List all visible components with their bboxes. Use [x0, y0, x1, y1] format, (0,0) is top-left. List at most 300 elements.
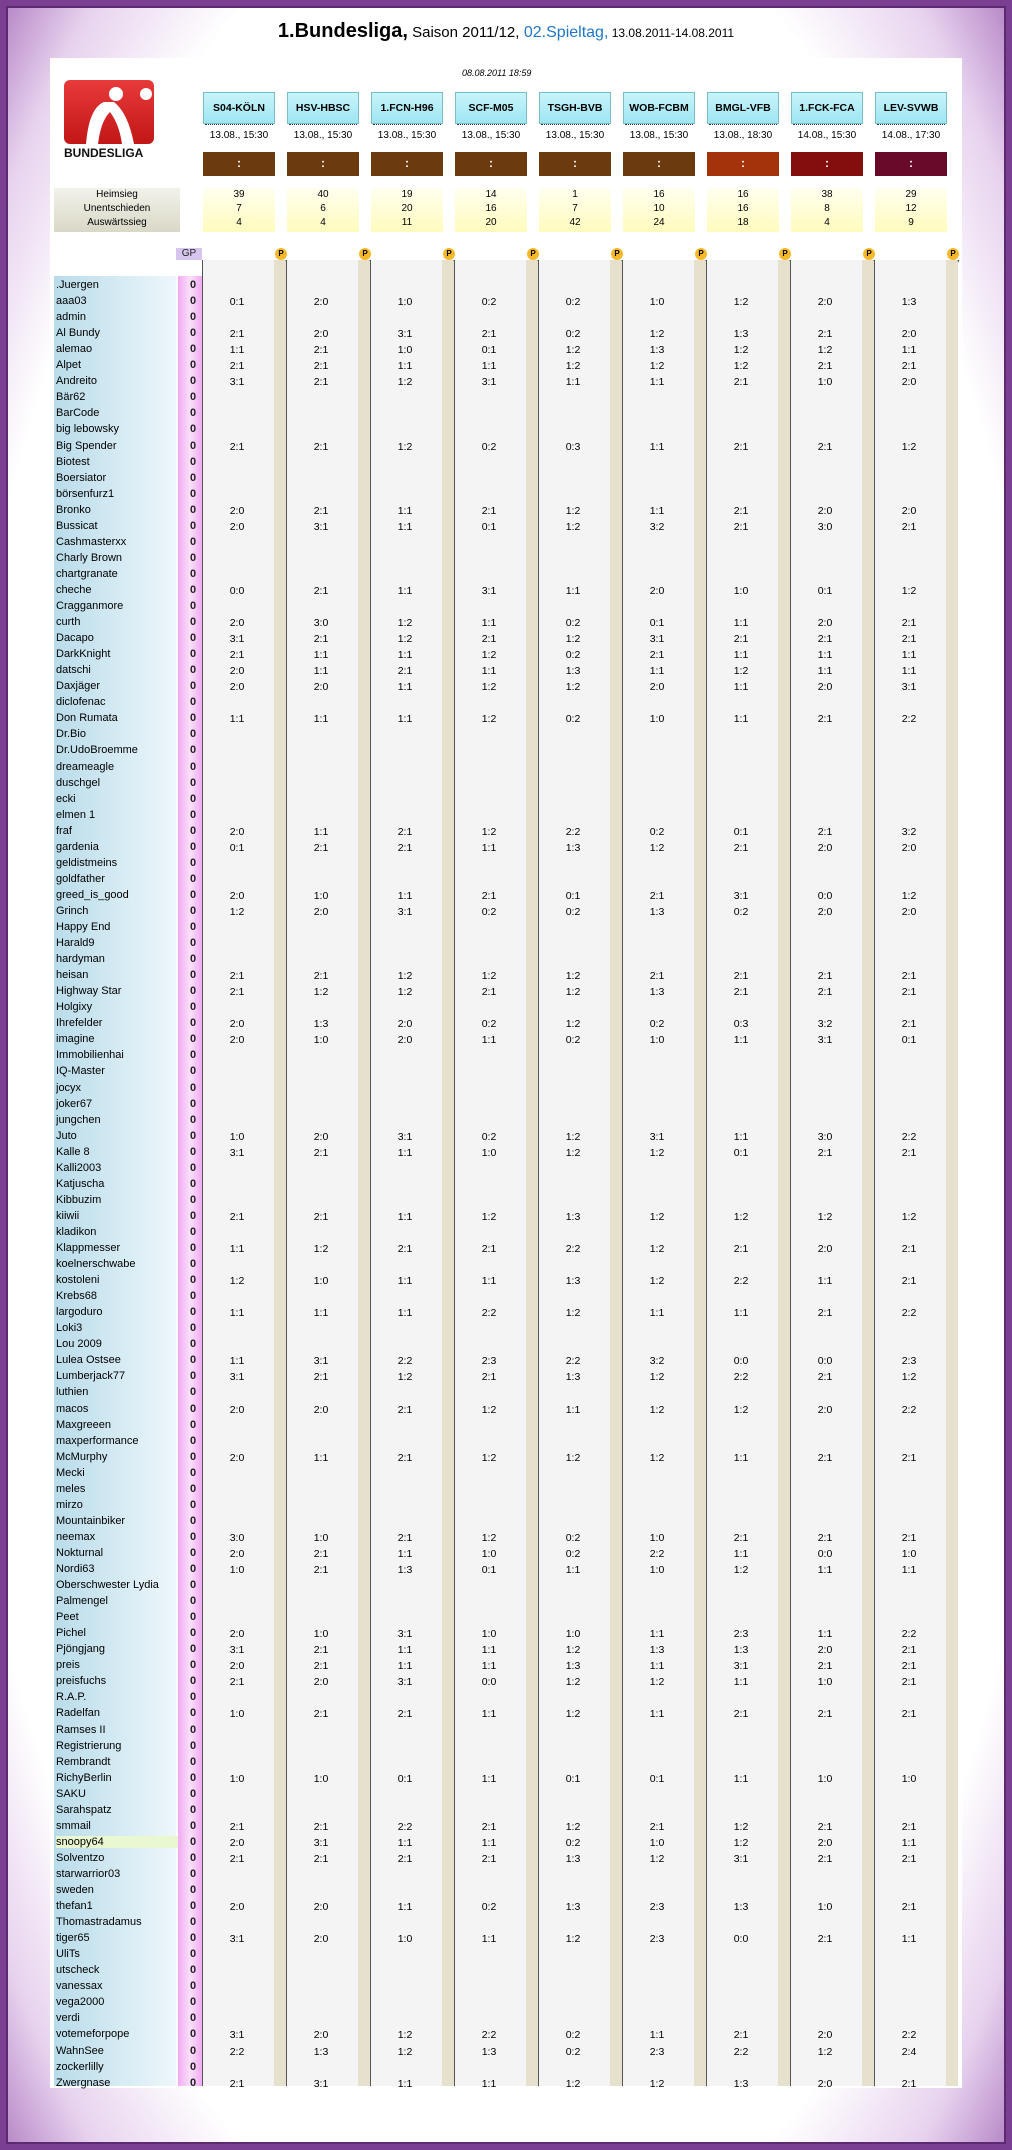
player-name[interactable]: Ramses II	[56, 1723, 106, 1736]
match-header[interactable]	[371, 92, 443, 170]
player-name[interactable]: joker67	[56, 1097, 93, 1110]
tip-cell: 2:1	[481, 1371, 497, 1384]
match-code[interactable]: 1.FCK-FCA	[791, 92, 863, 124]
player-name[interactable]: Bussicat	[56, 519, 98, 532]
match-header[interactable]	[791, 92, 863, 170]
player-name[interactable]: goldfather	[56, 872, 105, 885]
player-name[interactable]: Palmengel	[56, 1595, 108, 1608]
player-points: 0	[189, 1643, 197, 1656]
player-name[interactable]: tiger65	[56, 1932, 90, 1945]
player-name[interactable]: Krebs68	[56, 1290, 97, 1303]
player-name[interactable]: Lumberjack77	[56, 1370, 126, 1383]
tip-cell: 1:2	[649, 841, 665, 854]
player-points: 0	[189, 696, 197, 709]
player-name[interactable]: Lulea Ostsee	[56, 1354, 121, 1367]
player-name[interactable]: börsenfurz1	[56, 487, 115, 500]
player-name[interactable]: .Juergen	[56, 279, 99, 291]
player-name[interactable]: thefan1	[56, 1900, 93, 1913]
player-name[interactable]: Lou 2009	[56, 1338, 102, 1351]
player-name[interactable]: imagine	[56, 1033, 95, 1046]
player-name[interactable]: admin	[56, 311, 86, 324]
player-points: 0	[189, 535, 197, 548]
tip-cell: 2:1	[901, 520, 917, 533]
tip-cell: 1:3	[565, 1210, 581, 1223]
match-code[interactable]: BMGL-VFB	[707, 92, 779, 124]
table-row	[0, 1369, 1012, 1385]
tip-cell: 2:1	[733, 504, 749, 517]
match-header[interactable]	[623, 92, 695, 170]
player-name[interactable]: elmen 1	[56, 808, 96, 821]
player-name[interactable]: preisfuchs	[56, 1675, 107, 1688]
tip-cell: 1:2	[565, 504, 581, 517]
player-name[interactable]: starwarrior03	[56, 1867, 121, 1880]
tip-cell: 2:0	[229, 617, 245, 630]
table-row	[0, 695, 1012, 711]
player-name[interactable]: Boersiator	[56, 471, 107, 484]
tip-cell: 2:1	[313, 584, 329, 597]
tip-cell: 2:1	[817, 1820, 833, 1833]
tip-cell: 1:1	[397, 584, 413, 597]
tip-cell: 3:1	[733, 1660, 749, 1673]
column-corner	[609, 260, 623, 280]
player-name[interactable]: SAKU	[56, 1787, 86, 1800]
player-name[interactable]: Grinch	[56, 904, 89, 917]
player-name[interactable]: Dacapo	[56, 632, 94, 645]
tip-cell: 2:1	[481, 504, 497, 517]
player-name[interactable]: Cashmasterxx	[56, 535, 127, 548]
tip-cell: 2:0	[817, 1644, 833, 1657]
player-name[interactable]: fraf	[56, 824, 72, 837]
player-name[interactable]: ecki	[56, 792, 76, 805]
tip-cell: 2:1	[397, 841, 413, 854]
player-name[interactable]: Solventzo	[56, 1851, 105, 1864]
tip-cell: 2:1	[817, 1852, 833, 1865]
player-name[interactable]: curth	[56, 616, 81, 629]
player-name[interactable]: datschi	[56, 664, 91, 677]
tip-cell: 2:0	[901, 905, 917, 918]
tip-cell: 3:1	[817, 1034, 833, 1047]
player-name[interactable]: jocyx	[56, 1081, 82, 1094]
points-badge-icon[interactable]: P	[275, 248, 287, 260]
player-name[interactable]: luthien	[56, 1386, 89, 1399]
tip-cell: 1:1	[481, 1708, 497, 1721]
tip-cell: 3:1	[313, 1355, 329, 1368]
tip-cell: 1:3	[649, 986, 665, 999]
match-header[interactable]	[707, 92, 779, 170]
tip-cell: 2:2	[481, 2029, 497, 2042]
tip-cell: 2:1	[313, 970, 329, 983]
tip-cell: 2:1	[229, 1676, 245, 1689]
table-row	[0, 1835, 1012, 1851]
player-name[interactable]: Kalle 8	[56, 1145, 90, 1158]
tip-cell: 1:2	[397, 2029, 413, 2042]
tip-cell: 0:1	[901, 1034, 917, 1047]
tip-stats	[707, 188, 779, 232]
player-name[interactable]: Pjöngjang	[56, 1643, 105, 1656]
player-name[interactable]: DarkKnight	[56, 648, 111, 661]
tip-cell: 2:0	[229, 665, 245, 678]
player-name[interactable]: snoopy64	[56, 1836, 178, 1848]
player-points: 0	[189, 600, 197, 612]
player-name[interactable]: neemax	[56, 1530, 96, 1543]
points-badge-icon[interactable]: P	[863, 248, 875, 260]
player-name[interactable]: vega2000	[56, 1996, 105, 2009]
stat-draw: 7	[236, 203, 242, 214]
tip-cell: 1:2	[481, 1403, 497, 1416]
tip-cell: 2:3	[649, 2045, 665, 2058]
player-name[interactable]: Kalli2003	[56, 1161, 102, 1174]
tip-cell: 1:3	[565, 1901, 581, 1914]
points-badge-icon[interactable]: P	[527, 248, 539, 260]
match-code[interactable]: TSGH-BVB	[539, 92, 611, 124]
table-row	[0, 1658, 1012, 1674]
player-points: 0	[189, 311, 197, 324]
player-name[interactable]: dreameagle	[56, 760, 115, 773]
player-name[interactable]: kladikon	[56, 1225, 97, 1238]
player-points: 0	[189, 1017, 197, 1030]
tip-cell: 2:1	[817, 1451, 833, 1464]
table-row	[0, 1739, 1012, 1755]
player-points: 0	[189, 1001, 197, 1014]
player-name[interactable]: Sarahspatz	[56, 1803, 112, 1816]
tip-cell: 0:0	[733, 1933, 749, 1946]
tip-cell: 0:2	[481, 1130, 497, 1143]
player-name[interactable]: Mountainbiker	[56, 1514, 126, 1527]
tip-cell: 2:2	[397, 1355, 413, 1368]
table-row	[0, 503, 1012, 519]
player-name[interactable]: Cragganmore	[56, 600, 124, 612]
tip-cell: 2:1	[901, 1018, 917, 1031]
player-name[interactable]: votemeforpope	[56, 2028, 130, 2041]
player-points: 0	[189, 985, 197, 998]
tip-cell: 2:1	[901, 1676, 917, 1689]
player-points: 0	[189, 1177, 197, 1190]
tip-cell: 3:0	[817, 1130, 833, 1143]
player-points: 0	[189, 327, 197, 340]
match-code[interactable]: SCF-M05	[455, 92, 527, 124]
column-corner	[525, 260, 539, 280]
player-name[interactable]: Zwergnase	[56, 2076, 111, 2089]
player-name[interactable]: big lebowsky	[56, 423, 119, 436]
player-points: 0	[189, 1193, 197, 1206]
player-name[interactable]: hardyman	[56, 953, 105, 966]
player-name[interactable]: IQ-Master	[56, 1065, 105, 1078]
tip-cell: 1:2	[649, 2077, 665, 2090]
player-points: 0	[189, 1611, 197, 1624]
tip-cell: 3:1	[901, 681, 917, 694]
player-name[interactable]: Nordi63	[56, 1563, 95, 1575]
player-name[interactable]: Happy End	[56, 921, 111, 933]
player-name[interactable]: smmail	[56, 1819, 91, 1832]
tip-cell: 2:1	[817, 1146, 833, 1159]
tip-cell: 2:1	[817, 1307, 833, 1320]
points-badge-icon[interactable]: P	[695, 248, 707, 260]
table-row	[0, 1931, 1012, 1947]
tip-cell: 2:0	[397, 1018, 413, 1031]
tip-cell: 1:1	[649, 1708, 665, 1721]
tip-cell: 1:3	[565, 1371, 581, 1384]
tip-cell: 1:2	[901, 440, 917, 453]
player-name[interactable]: WahnSee	[56, 2044, 104, 2057]
tip-cell: 2:0	[313, 296, 329, 309]
player-name[interactable]: largoduro	[56, 1306, 103, 1319]
tip-cell: 1:2	[649, 1243, 665, 1255]
tip-cell: 3:0	[313, 617, 329, 630]
match-code[interactable]: 1.FCN-H96	[371, 92, 443, 124]
player-name[interactable]: Charly Brown	[56, 551, 123, 564]
player-name[interactable]: maxperformance	[56, 1434, 139, 1447]
player-name[interactable]: Peet	[56, 1611, 79, 1624]
player-name[interactable]: Holgixy	[56, 1001, 93, 1014]
player-name[interactable]: koelnerschwabe	[56, 1258, 136, 1271]
player-name[interactable]: Registrierung	[56, 1739, 122, 1752]
tip-cell: 1:2	[397, 376, 413, 389]
tip-cell: 3:1	[313, 520, 329, 533]
tip-cell: 1:2	[565, 1018, 581, 1031]
tip-cell: 2:2	[733, 1371, 749, 1384]
player-name[interactable]: Juto	[56, 1129, 77, 1142]
matchday-link[interactable]: 02.Spieltag,	[519, 24, 609, 41]
player-points: 0	[189, 1482, 197, 1495]
player-points: 0	[189, 1819, 197, 1832]
table-row	[0, 1193, 1012, 1209]
player-name[interactable]: Kibbuzim	[56, 1193, 102, 1206]
player-name[interactable]: Harald9	[56, 937, 95, 950]
tip-cell: 2:1	[733, 1243, 749, 1255]
table-row	[0, 1706, 1012, 1722]
player-name[interactable]: kiiwii	[56, 1209, 80, 1222]
match-code[interactable]: WOB-FCBM	[623, 92, 695, 124]
player-name[interactable]: BarCode	[56, 407, 100, 420]
points-badge-icon[interactable]: P	[611, 248, 623, 260]
tip-cell: 2:1	[901, 1708, 917, 1721]
player-name[interactable]: Al Bundy	[56, 327, 101, 340]
player-name[interactable]: Alpet	[56, 359, 82, 372]
player-name[interactable]: Katjuscha	[56, 1177, 105, 1190]
player-name[interactable]: Biotest	[56, 455, 90, 468]
table-row	[0, 920, 1012, 936]
tip-cell: 2:1	[229, 440, 245, 453]
table-row	[0, 1883, 1012, 1899]
player-name[interactable]: Radelfan	[56, 1707, 101, 1720]
player-name[interactable]: chartgranate	[56, 567, 118, 580]
player-name[interactable]: Immobilienhai	[56, 1049, 124, 1062]
tip-cell: 2:2	[733, 2045, 749, 2058]
table-row	[0, 1690, 1012, 1706]
stat-away: 18	[737, 217, 749, 228]
player-name[interactable]: RichyBerlin	[56, 1771, 112, 1784]
player-points: 0	[189, 455, 197, 468]
stat-draw: 16	[737, 203, 749, 214]
tip-cell: 1:3	[901, 296, 917, 309]
table-row	[0, 1000, 1012, 1016]
player-name[interactable]: Maxgreeen	[56, 1418, 112, 1431]
tip-cell: 2:2	[901, 1403, 917, 1416]
match-result: :	[203, 152, 275, 176]
tip-cell: 1:1	[481, 1772, 497, 1785]
tip-cell: 0:2	[481, 905, 497, 918]
tip-cell: 1:2	[481, 1531, 497, 1544]
points-badge-icon[interactable]: P	[443, 248, 455, 260]
player-name[interactable]: gardenia	[56, 840, 99, 853]
player-name[interactable]: Highway Star	[56, 985, 122, 998]
match-header[interactable]	[287, 92, 359, 170]
tip-cell: 0:1	[733, 825, 749, 838]
table-row	[0, 1578, 1012, 1594]
tip-cell: 1:1	[733, 713, 749, 726]
player-name[interactable]: Daxjäger	[56, 680, 101, 693]
tip-cell: 2:3	[901, 1355, 917, 1368]
player-name[interactable]: jungchen	[56, 1113, 101, 1126]
match-header[interactable]	[455, 92, 527, 170]
stat-home: 19	[401, 189, 413, 200]
player-points: 0	[189, 728, 197, 741]
tip-cell: 2:1	[901, 617, 917, 630]
match-code[interactable]: LEV-SVWB	[875, 92, 947, 124]
player-name[interactable]: diclofenac	[56, 696, 106, 709]
tip-cell: 1:1	[481, 1660, 497, 1673]
tip-cell: 2:0	[817, 1836, 833, 1849]
match-header[interactable]	[875, 92, 947, 170]
player-name[interactable]: Rembrandt	[56, 1755, 111, 1768]
player-points: 0	[189, 776, 197, 789]
tip-cell: 1:0	[313, 1531, 329, 1544]
tip-cell: 2:1	[313, 1564, 329, 1576]
logo-text: BUNDESLIGA	[64, 146, 144, 160]
stat-away: 42	[569, 217, 581, 228]
tip-cell: 2:4	[901, 2045, 917, 2058]
table-row	[0, 760, 1012, 776]
tip-cell: 2:1	[901, 360, 917, 373]
player-name[interactable]: verdi	[56, 2012, 80, 2025]
player-name[interactable]: cheche	[56, 583, 92, 596]
tip-cell: 1:1	[481, 1836, 497, 1849]
match-code[interactable]: HSV-HBSC	[287, 92, 359, 124]
tip-cell: 1:2	[229, 1275, 245, 1288]
match-result: :	[371, 152, 443, 176]
tip-cell: 1:1	[733, 1307, 749, 1320]
player-points: 0	[189, 1161, 197, 1174]
tip-cell: 1:2	[565, 1676, 581, 1689]
tip-cell: 3:1	[313, 2077, 329, 2090]
player-name[interactable]: macos	[56, 1402, 89, 1415]
player-points: 0	[189, 1884, 197, 1896]
table-row	[0, 358, 1012, 374]
tip-cell: 2:0	[229, 1660, 245, 1673]
player-name[interactable]: mirzo	[56, 1498, 83, 1511]
match-header[interactable]	[539, 92, 611, 170]
player-points: 0	[189, 1145, 197, 1158]
tip-cell: 3:0	[229, 1531, 245, 1544]
points-badge-icon[interactable]: P	[359, 248, 371, 260]
date-range: 13.08.2011-14.08.2011	[608, 26, 735, 40]
player-name[interactable]: kostoleni	[56, 1274, 100, 1287]
stat-home: 14	[485, 189, 497, 200]
tip-cell: 2:1	[397, 1708, 413, 1721]
tip-cell: 1:1	[397, 360, 413, 373]
player-name[interactable]: Bronko	[56, 503, 91, 516]
player-name[interactable]: Oberschwester Lydia	[56, 1579, 159, 1592]
player-name[interactable]: Bär62	[56, 391, 86, 404]
column-corner	[441, 260, 455, 280]
tip-cell: 2:1	[649, 1820, 665, 1833]
stat-home: 29	[905, 189, 917, 200]
player-name[interactable]: Mecki	[56, 1466, 85, 1479]
player-name[interactable]: Big Spender	[56, 439, 117, 452]
tip-cell: 1:3	[565, 841, 581, 854]
draw-label: Unentschieden	[83, 203, 151, 214]
player-points: 0	[189, 279, 197, 291]
tip-cell: 1:1	[565, 1403, 581, 1416]
match-header[interactable]	[203, 92, 275, 170]
tip-cell: 2:0	[229, 1451, 245, 1464]
points-badge-icon[interactable]: P	[947, 248, 959, 260]
stat-away: 4	[824, 217, 830, 228]
player-name[interactable]: Thomastradamus	[56, 1916, 142, 1929]
player-name[interactable]: alemao	[56, 343, 93, 356]
player-name[interactable]: R.A.P.	[56, 1691, 87, 1704]
player-points: 0	[189, 1049, 197, 1062]
table-row	[0, 1402, 1012, 1418]
player-name[interactable]: Klappmesser	[56, 1242, 121, 1254]
column-corner	[945, 260, 959, 280]
tip-cell: 3:1	[649, 1130, 665, 1143]
player-name[interactable]: aaa03	[56, 295, 87, 308]
table-row	[0, 1209, 1012, 1225]
player-name[interactable]: vanessax	[56, 1980, 103, 1993]
tip-cell: 1:0	[397, 296, 413, 309]
player-name[interactable]: zockerlilly	[56, 2060, 104, 2073]
player-name[interactable]: sweden	[56, 1884, 94, 1896]
player-name[interactable]: meles	[56, 1482, 86, 1495]
player-name[interactable]: Dr.Bio	[56, 728, 86, 741]
tip-cell: 3:1	[733, 1852, 749, 1865]
player-name[interactable]: greed_is_good	[56, 888, 129, 901]
player-points: 0	[189, 648, 197, 661]
tip-cell: 2:2	[481, 1307, 497, 1320]
player-points: 0	[189, 1338, 197, 1351]
player-name[interactable]: Nokturnal	[56, 1546, 104, 1559]
kickoff-time: 13.08., 15:30	[545, 130, 605, 141]
points-badge-icon[interactable]: P	[779, 248, 791, 260]
tip-cell: 2:2	[229, 2045, 245, 2058]
tip-cell: 2:1	[901, 1644, 917, 1657]
match-code[interactable]: S04-KÖLN	[203, 92, 275, 124]
tip-cell: 1:1	[397, 1836, 413, 1849]
player-name[interactable]: heisan	[56, 969, 89, 982]
tip-cell: 2:0	[229, 1034, 245, 1047]
player-name[interactable]: UliTs	[56, 1948, 80, 1961]
player-name[interactable]: Dr.UdoBroemme	[56, 744, 138, 757]
tip-cell: 1:0	[565, 1628, 581, 1641]
player-name[interactable]: utscheck	[56, 1964, 100, 1977]
player-name[interactable]: preis	[56, 1659, 80, 1672]
player-name[interactable]: Andreito	[56, 375, 97, 388]
player-name[interactable]: Loki3	[56, 1322, 83, 1335]
kickoff-time: 13.08., 15:30	[209, 130, 269, 141]
player-name[interactable]: Ihrefelder	[56, 1017, 103, 1030]
tip-cell: 1:1	[397, 649, 413, 662]
tip-cell: 1:1	[901, 1564, 917, 1576]
tip-cell: 3:1	[397, 1676, 413, 1689]
tip-cell: 0:1	[229, 841, 245, 854]
player-name[interactable]: McMurphy	[56, 1450, 108, 1463]
player-name[interactable]: Don Rumata	[56, 712, 118, 725]
player-name[interactable]: duschgel	[56, 776, 101, 789]
player-name[interactable]: geldistmeins	[56, 856, 118, 869]
player-name[interactable]: Pichel	[56, 1627, 86, 1640]
stat-home: 40	[317, 189, 329, 200]
